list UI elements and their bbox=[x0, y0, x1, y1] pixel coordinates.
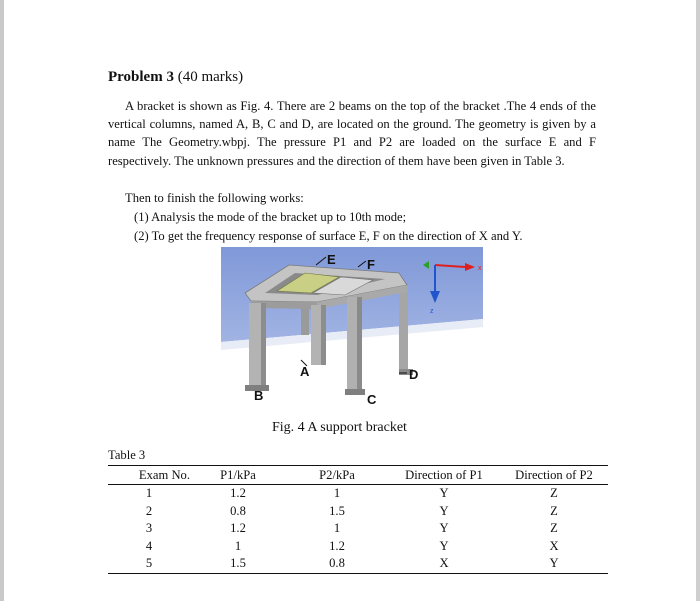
cell: 1 bbox=[333, 486, 341, 501]
cell: Y bbox=[500, 555, 608, 573]
cell: 1.2 bbox=[329, 538, 345, 553]
col-header-exam: Exam No. bbox=[108, 466, 190, 485]
problem-paragraph: A bracket is shown as Fig. 4. There are 2 beams on the top of the bracket .The 4 ends of the vertical columns, named A, B, C and D, are located on the ground. The geometry is given by a name The Geometry.wbpj. The pressure P1 and P2 are loaded on the surface E and F respectively. The unknown pressures and the direction of them have been given in Table 3. bbox=[108, 99, 596, 168]
cell: 1 bbox=[145, 486, 153, 501]
cell: Z bbox=[550, 503, 558, 518]
column-d bbox=[399, 285, 408, 375]
table-row bbox=[108, 503, 608, 521]
cell: 1.2 bbox=[230, 521, 246, 536]
column-b bbox=[249, 303, 261, 387]
table-row bbox=[108, 538, 608, 556]
label-c: C bbox=[367, 392, 377, 406]
figure-caption: Fig. 4 A support bracket bbox=[272, 420, 407, 435]
cell: Y bbox=[439, 521, 449, 536]
cell: Z bbox=[550, 521, 558, 536]
col-header-p1: P1/kPa bbox=[190, 466, 286, 485]
cell: Z bbox=[550, 486, 558, 501]
cell: 5 bbox=[108, 555, 190, 573]
cell: X bbox=[549, 538, 559, 553]
cell: X bbox=[388, 555, 500, 573]
cell: 0.8 bbox=[230, 503, 246, 518]
col-header-p2: P2/kPa bbox=[286, 466, 388, 485]
cell: 1.5 bbox=[329, 503, 345, 518]
cell: 2 bbox=[145, 503, 153, 518]
table-label: Table 3 bbox=[108, 448, 146, 462]
cell: 1 bbox=[234, 538, 242, 553]
cell: 1.5 bbox=[190, 555, 286, 573]
label-a: A bbox=[300, 364, 310, 379]
cell: 3 bbox=[145, 521, 153, 536]
cell: 1 bbox=[333, 521, 341, 536]
task-2: (2) To get the frequency response of surface E, F on the direction of X and Y. bbox=[134, 229, 523, 243]
page-edge bbox=[0, 0, 4, 601]
problem-title: Problem 3 (40 marks) bbox=[108, 69, 244, 85]
table-header-row bbox=[108, 466, 608, 485]
column-a bbox=[311, 305, 321, 365]
cell: Y bbox=[439, 538, 449, 553]
axis-label-z: z bbox=[430, 308, 434, 315]
label-e: E bbox=[327, 252, 336, 267]
instruction-text: Then to finish the following works: bbox=[125, 191, 304, 205]
task-1: (1) Analysis the mode of the bracket up to 10th mode; bbox=[134, 210, 407, 224]
table-row bbox=[108, 555, 608, 573]
cell: Y bbox=[439, 503, 449, 518]
column-c bbox=[347, 297, 357, 392]
label-b: B bbox=[254, 388, 264, 403]
col-header-dir-p2: Direction of P2 bbox=[500, 466, 608, 485]
cell: Y bbox=[439, 486, 449, 501]
label-f: F bbox=[367, 257, 375, 272]
axis-label-x: x bbox=[478, 265, 482, 272]
col-header-dir-p1: Direction of P1 bbox=[388, 466, 500, 485]
table-row bbox=[108, 485, 608, 503]
label-d: D bbox=[409, 367, 419, 382]
data-table bbox=[108, 465, 608, 574]
bracket-figure bbox=[221, 247, 483, 406]
table-row bbox=[108, 520, 608, 538]
cell: 1.2 bbox=[230, 486, 246, 501]
page-edge bbox=[696, 0, 700, 601]
cell: 0.8 bbox=[286, 555, 388, 573]
cell: 4 bbox=[145, 538, 153, 553]
